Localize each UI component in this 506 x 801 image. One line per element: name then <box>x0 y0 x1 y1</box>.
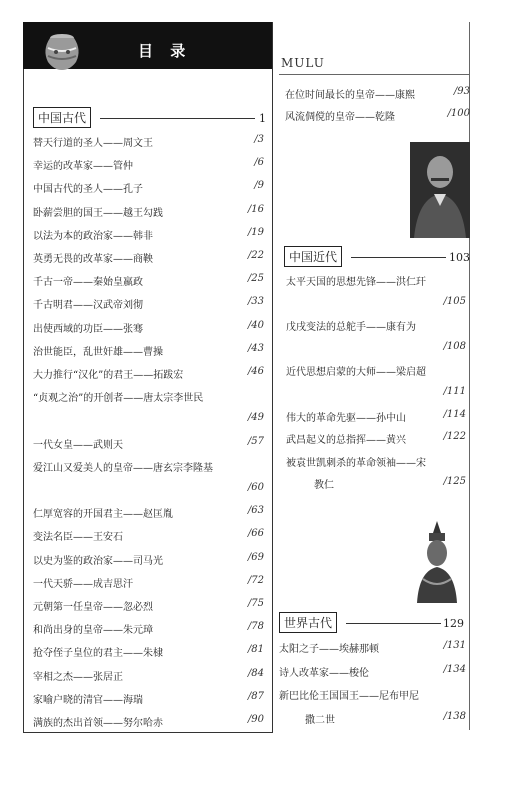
toc-entry-page: /114 <box>443 408 466 420</box>
toc-entry-page: /125 <box>443 476 466 488</box>
toc-entry-page: /111 <box>443 386 466 397</box>
toc-entry-title: 家喻户晓的清官——海瑞 <box>33 694 143 706</box>
toc-entry-title: 教仁 <box>314 480 334 492</box>
toc-entry-title: 以法为本的政治家——韩非 <box>33 230 153 242</box>
toc-entry-title: 大力推行“汉化”的君王——拓跋宏 <box>33 370 184 381</box>
toc-entry-page: /100 <box>447 108 470 119</box>
toc-entry-title: 风流倜傥的皇帝——乾隆 <box>285 112 395 123</box>
toc-entry-title: 千古一帝——秦始皇嬴政 <box>33 277 143 289</box>
toc-entry-title: 替天行道的圣人——周文王 <box>33 138 153 149</box>
toc-entry-title: 满族的杰出首领——努尔哈赤 <box>33 718 163 729</box>
toc-entry-title: 和尚出身的皇帝——朱元璋 <box>33 625 153 637</box>
toc-entry-page: /46 <box>247 366 264 377</box>
section-label-ancient-world: 世界古代 <box>279 612 337 633</box>
toc-entry-page: /90 <box>247 714 264 725</box>
toc-entry-page: /49 <box>247 412 264 424</box>
toc-entry-title: 伟大的革命先驱——孙中山 <box>286 412 406 424</box>
toc-entry-page: /84 <box>247 667 264 679</box>
toc-entry-page: /19 <box>247 226 264 238</box>
toc-entry-page: /122 <box>443 431 466 443</box>
toc-entry-page: /81 <box>247 644 264 656</box>
toc-entry-page: /63 <box>247 505 264 517</box>
page-title: 目 录 <box>138 42 192 60</box>
toc-entry-title: 元朝第一任皇帝——忽必烈 <box>33 602 153 613</box>
sun-yat-sen-portrait <box>410 142 470 238</box>
section-label-ancient-china: 中国古代 <box>33 107 91 128</box>
toc-entry-page: /105 <box>443 295 466 307</box>
toc-entry-title: 英勇无畏的改革家——商鞅 <box>33 254 153 265</box>
section-page-ancient-world: 129 <box>443 617 464 630</box>
toc-entry-title: 近代思想启蒙的大师——梁启超 <box>286 367 426 379</box>
toc-entry-page: /22 <box>247 250 264 261</box>
toc-entry-page: /69 <box>247 551 264 563</box>
section-rule <box>100 118 255 119</box>
toc-entry-title: “贞观之治”的开创者——唐太宗李世民 <box>33 393 204 405</box>
toc-entry-page: /78 <box>247 621 264 633</box>
toc-entry-title: 武昌起义的总指挥——黄兴 <box>286 435 406 447</box>
toc-entry-page: /6 <box>254 157 264 169</box>
toc-entry-page: /87 <box>247 690 264 702</box>
toc-entry-page: /93 <box>453 86 470 97</box>
toc-entry-title: 在位时间最长的皇帝——康熙 <box>285 90 415 101</box>
toc-entry-page: /16 <box>247 203 264 215</box>
toc-entry-title: 一代女皇——武则天 <box>33 439 123 451</box>
toc-entry-title: 出使西域的功臣——张骞 <box>33 323 143 335</box>
urn-image <box>36 32 88 72</box>
section-page-ancient-china: 1 <box>259 112 266 125</box>
section-label-modern-china: 中国近代 <box>284 246 342 267</box>
toc-entry-title: 被袁世凯刺杀的革命领袖——宋 <box>286 457 426 469</box>
toc-entry-title: 太平天国的思想先锋——洪仁玕 <box>286 277 426 288</box>
toc-entry-title: 治世能臣，乱世奸雄——曹操 <box>33 346 163 358</box>
right-border <box>469 22 470 730</box>
toc-entry-title: 中国古代的圣人——孔子 <box>33 184 143 196</box>
toc-entry-title: 撒二世 <box>305 714 335 726</box>
toc-entry-title: 卧薪尝胆的国王——越王勾践 <box>33 207 163 219</box>
toc-entry-title: 千古明君——汉武帝刘彻 <box>33 300 143 312</box>
toc-entry-page: /72 <box>247 574 264 586</box>
toc-entry-title: 幸运的改革家——管仲 <box>33 161 133 173</box>
toc-entry-page: /43 <box>247 342 264 354</box>
toc-entry-page: /134 <box>443 663 466 675</box>
mulu-rule <box>279 74 469 75</box>
toc-entry-title: 一代天骄——成吉思汗 <box>33 578 133 590</box>
toc-entry-page: /138 <box>443 710 466 722</box>
toc-entry-title: 太阳之子——埃赫那顿 <box>279 644 379 655</box>
toc-entry-page: /3 <box>254 134 264 145</box>
toc-entry-title: 抢夺侄子皇位的君主——朱棣 <box>33 648 163 660</box>
toc-entry-page: /66 <box>247 528 264 540</box>
toc-entry-page: /60 <box>247 482 264 493</box>
toc-entry-title: 爱江山又爱美人的皇帝——唐玄宗李隆基 <box>33 462 213 474</box>
toc-entry-page: /25 <box>247 273 264 285</box>
toc-entry-page: /9 <box>254 180 264 192</box>
statue-image <box>409 519 465 603</box>
toc-entry-page: /75 <box>247 598 264 609</box>
toc-entry-title: 宰相之杰——张居正 <box>33 671 123 683</box>
toc-entry-title: 诗人改革家——梭伦 <box>279 667 369 679</box>
toc-entry-title: 新巴比伦王国国王——尼布甲尼 <box>279 691 419 702</box>
toc-entry-page: /33 <box>247 296 264 308</box>
toc-entry-title: 戊戌变法的总舵手——康有为 <box>286 322 416 334</box>
toc-entry-page: /108 <box>443 340 466 352</box>
toc-entry-page: /131 <box>443 640 466 651</box>
section-rule <box>346 623 441 624</box>
toc-entry-page: /57 <box>247 435 264 447</box>
section-rule <box>351 257 446 258</box>
toc-entry-title: 变法名臣——王安石 <box>33 532 123 544</box>
toc-entry-title: 仁厚宽容的开国君主——赵匡胤 <box>33 509 173 521</box>
toc-entry-page: /40 <box>247 319 264 331</box>
toc-entry-title: 以史为鉴的政治家——司马光 <box>33 555 163 567</box>
section-page-modern-china: 103 <box>449 251 470 264</box>
mulu-label: MULU <box>281 56 325 70</box>
